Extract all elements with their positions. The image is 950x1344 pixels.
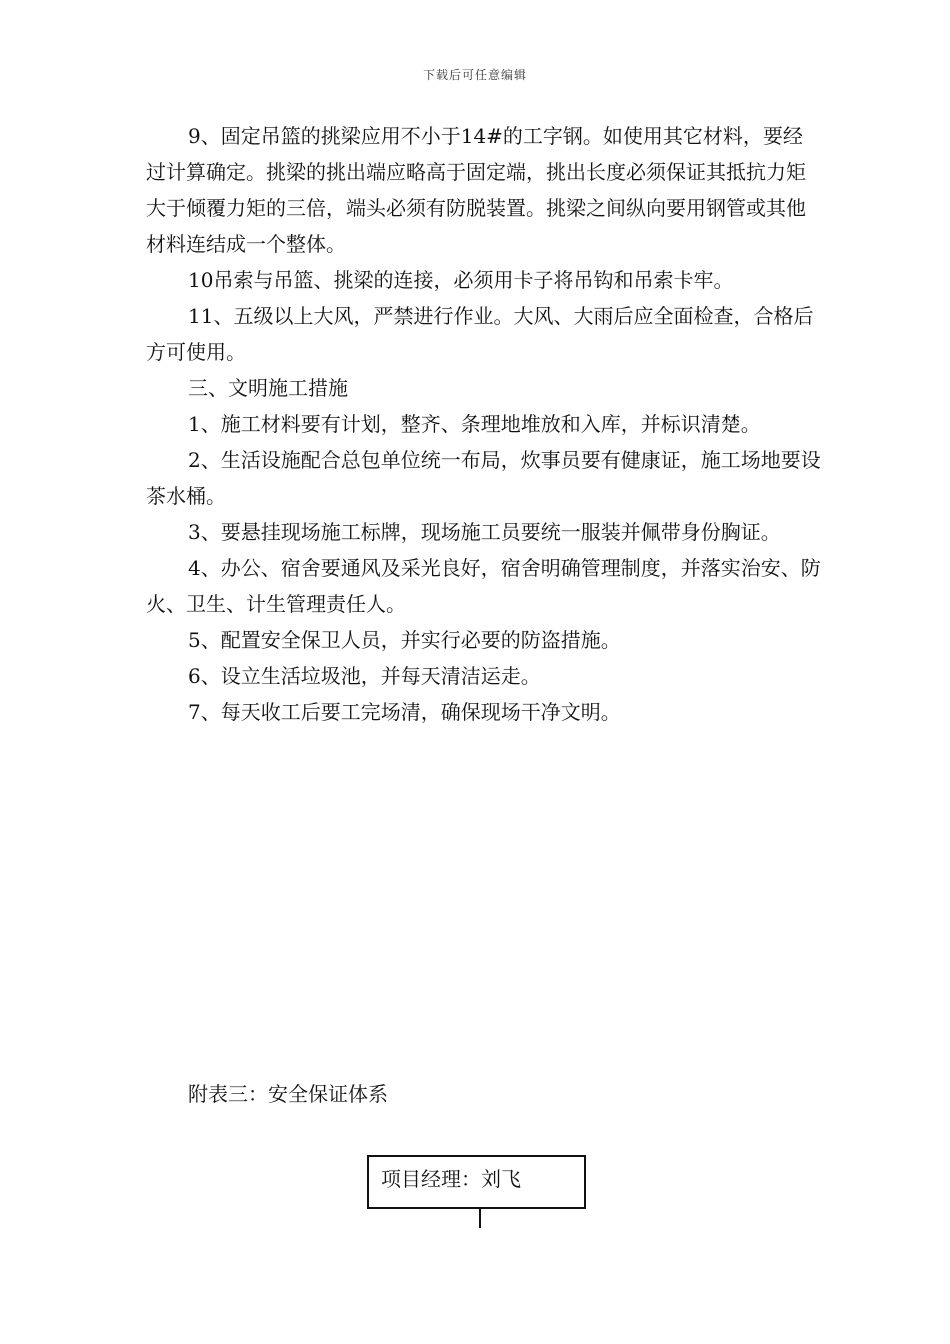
- paragraph-measure-3: 3、要悬挂现场施工标牌，现场施工员要统一服装并佩带身份胸证。: [188, 520, 781, 544]
- org-chart-box-label: 项目经理：刘飞: [381, 1167, 521, 1191]
- section-heading-civilized-construction: 三、文明施工措施: [188, 376, 348, 400]
- paragraph-measure-4: 4、办公、宿舍要通风及采光良好，宿舍明确管理制度，并落实治安、防火、卫生、计生管理责任人。: [146, 556, 821, 616]
- paragraph-item-10: 10吊索与吊篮、挑梁的连接，必须用卡子将吊钩和吊索卡牢。: [188, 268, 734, 292]
- paragraph-measure-2: 2、生活设施配合总包单位统一布局，炊事员要有健康证，施工场地要设茶水桶。: [146, 448, 821, 508]
- document-body: [146, 118, 822, 730]
- page-header-note: 下载后可任意编辑: [422, 68, 527, 82]
- org-chart-connector-line: [479, 1209, 481, 1228]
- paragraph-measure-7: 7、每天收工后要工完场清，确保现场干净文明。: [188, 700, 621, 724]
- paragraph-measure-1: 1、施工材料要有计划，整齐、条理地堆放和入库，并标识清楚。: [188, 412, 761, 436]
- paragraph-measure-6: 6、设立生活垃圾池，并每天清洁运走。: [188, 664, 541, 688]
- appendix-title: 附表三：安全保证体系: [188, 1082, 388, 1106]
- paragraph-item-11: 11、五级以上大风，严禁进行作业。大风、大雨后应全面检查，合格后方可使用。: [146, 304, 814, 364]
- paragraph-measure-5: 5、配置安全保卫人员，并实行必要的防盗措施。: [188, 628, 621, 652]
- org-chart-project-manager-box: [367, 1155, 586, 1209]
- paragraph-item-9: 9、固定吊篮的挑梁应用不小于14#的工字钢。如使用其它材料，要经过计算确定。挑梁的挑出端应略高于固定端，挑出长度必须保证其抵抗力矩大于倾覆力矩的三倍，端头必须有防脱装置。挑梁之间纵向要用钢管或其他材料连结成一个整体。: [146, 124, 806, 256]
